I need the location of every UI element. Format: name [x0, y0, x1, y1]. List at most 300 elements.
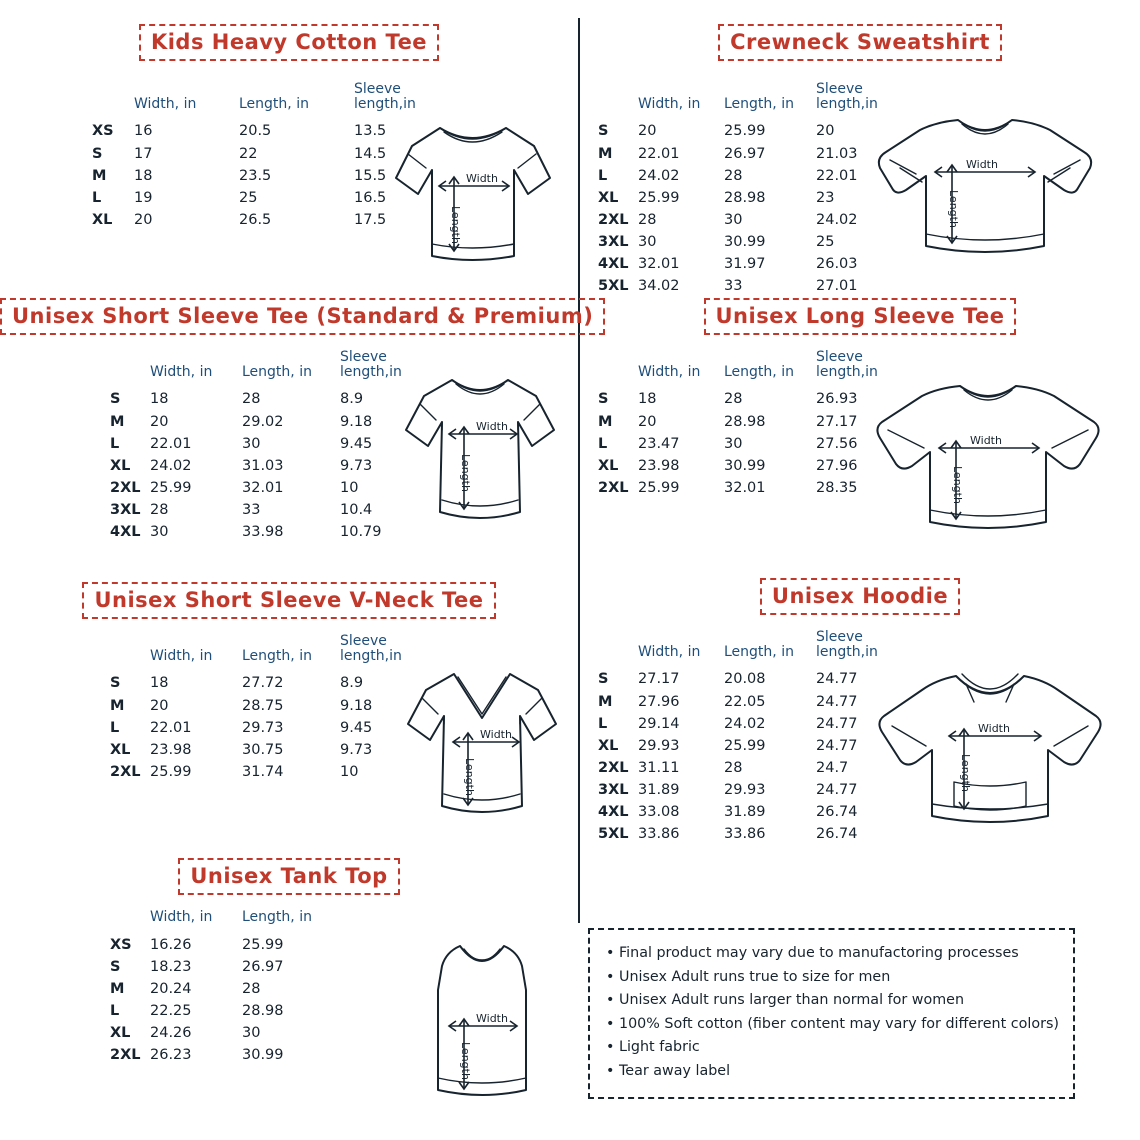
cell-length: 31.97	[724, 256, 766, 273]
cell-size: XL	[110, 457, 131, 474]
size-table-crewneck-sweatshirt	[598, 82, 904, 297]
cell-width: 20.24	[150, 980, 192, 997]
cell-length: 27.72	[242, 675, 284, 692]
cell-width: 18.23	[150, 958, 192, 975]
section-unisex-tank-top	[0, 858, 578, 1133]
cell-width: 34.02	[638, 278, 680, 295]
cell-size: XS	[110, 936, 132, 953]
col-width: Width, in	[134, 95, 197, 112]
cell-width: 19	[134, 189, 153, 206]
garment-illustration-kids-tee	[382, 106, 562, 286]
cell-size: M	[110, 980, 125, 997]
table-row	[598, 823, 904, 845]
cell-sleeve: 20	[816, 123, 835, 140]
cell-width: 17	[134, 145, 153, 162]
table-row	[598, 120, 904, 142]
col-size	[598, 350, 638, 388]
table-header-row	[110, 634, 435, 672]
col-sleeve-line2: length,in	[816, 363, 878, 380]
cell-sleeve: 9.73	[340, 457, 373, 474]
cell-size: M	[92, 167, 107, 184]
diagram-length-label: Length	[947, 190, 960, 228]
cell-sleeve: 13.5	[354, 123, 387, 140]
cell-length: 33.86	[724, 826, 766, 843]
cell-size: 2XL	[110, 763, 141, 780]
cell-length: 28	[242, 391, 261, 408]
cell-width: 22.01	[638, 145, 680, 162]
cell-sleeve: 24.77	[816, 737, 858, 754]
cell-sleeve: 28.35	[816, 479, 858, 496]
diagram-length-label: Length	[463, 758, 476, 796]
section-unisex-long-sleeve-tee	[580, 298, 1140, 568]
cell-size: XL	[110, 1025, 131, 1042]
cell-width: 16.26	[150, 936, 192, 953]
cell-length: 31.89	[724, 804, 766, 821]
table-row	[110, 761, 435, 783]
col-length: Length, in	[242, 363, 312, 380]
cell-sleeve: 15.5	[354, 167, 387, 184]
section-title: Unisex Tank Top	[178, 858, 399, 895]
cell-length: 25.99	[242, 936, 284, 953]
cell-width: 25.99	[638, 189, 680, 206]
col-sleeve-line1: Sleeve	[340, 633, 387, 649]
cell-length: 30	[724, 435, 743, 452]
table-row	[110, 1000, 340, 1022]
table-row	[598, 388, 904, 410]
col-sleeve-line1: Sleeve	[354, 81, 401, 97]
table-row	[598, 735, 904, 757]
table-body	[598, 120, 904, 297]
cell-size: S	[598, 391, 609, 408]
table-row	[598, 231, 904, 253]
cell-width: 32.01	[638, 256, 680, 273]
table-row	[598, 143, 904, 165]
col-sleeve-line1: Sleeve	[340, 349, 387, 365]
cell-width: 18	[150, 391, 169, 408]
col-width: Width, in	[638, 363, 701, 380]
cell-width: 26.23	[150, 1047, 192, 1064]
cell-size: XL	[110, 741, 131, 758]
section-kids-heavy-cotton-tee	[0, 24, 578, 292]
cell-width: 22.01	[150, 435, 192, 452]
table-row	[598, 477, 904, 499]
table-row	[598, 253, 904, 275]
cell-sleeve: 23	[816, 189, 835, 206]
diagram-width-label: Width	[970, 434, 1002, 447]
col-size	[598, 630, 638, 668]
cell-size: M	[598, 145, 613, 162]
cell-length: 22	[239, 145, 258, 162]
cell-width: 18	[150, 675, 169, 692]
section-title: Unisex Short Sleeve Tee (Standard & Premium)	[0, 298, 605, 335]
cell-sleeve: 14.5	[354, 145, 387, 162]
cell-width: 29.14	[638, 715, 680, 732]
table-row	[598, 433, 904, 455]
col-width: Width, in	[150, 909, 213, 925]
cell-width: 28	[150, 502, 169, 518]
col-length: Length, in	[724, 643, 794, 660]
col-sleeve-line1: Sleeve	[816, 629, 863, 645]
cell-size: 4XL	[598, 256, 629, 273]
cell-size: L	[110, 1003, 120, 1020]
section-title: Kids Heavy Cotton Tee	[139, 24, 439, 61]
cell-length: 28	[724, 167, 743, 184]
note-item: • Final product may vary due to manufactoring processes	[606, 945, 1019, 961]
cell-size: L	[92, 189, 102, 206]
cell-width: 22.25	[150, 1003, 192, 1020]
cell-width: 33.86	[638, 826, 680, 843]
section-crewneck-sweatshirt	[580, 24, 1140, 294]
cell-length: 31.03	[242, 457, 284, 474]
section-title: Crewneck Sweatshirt	[718, 24, 1002, 61]
cell-size: L	[110, 719, 120, 736]
cell-size: S	[110, 391, 121, 408]
cell-sleeve: 22.01	[816, 167, 858, 184]
cell-length: 28	[724, 759, 743, 776]
cell-size: 5XL	[598, 278, 629, 295]
table-header-row	[598, 350, 904, 388]
section-unisex-short-sleeve-tee	[0, 298, 594, 570]
diagram-width-label: Width	[476, 420, 508, 433]
cell-width: 20	[150, 697, 169, 714]
cell-length: 30.99	[724, 457, 766, 474]
cell-size: 4XL	[598, 804, 629, 821]
section-unisex-v-neck-tee	[0, 582, 578, 844]
cell-size: 2XL	[598, 479, 629, 496]
note-item: • Light fabric	[606, 1039, 700, 1056]
cell-sleeve: 26.03	[816, 256, 858, 273]
cell-width: 22.01	[150, 719, 192, 736]
cell-length: 30	[724, 211, 743, 228]
size-table-unisex-short-sleeve-tee	[110, 350, 435, 543]
cell-sleeve: 24.77	[816, 693, 858, 710]
col-width: Width, in	[638, 643, 701, 660]
cell-length: 33.98	[242, 524, 284, 541]
cell-width: 23.98	[150, 741, 192, 758]
col-length: Length, in	[242, 647, 312, 664]
cell-sleeve: 27.17	[816, 413, 858, 430]
note-item: • Unisex Adult runs larger than normal for women	[606, 992, 965, 1009]
cell-width: 27.17	[638, 671, 680, 688]
table-row	[110, 433, 435, 455]
cell-width: 24.02	[150, 457, 192, 474]
cell-size: M	[598, 413, 613, 430]
cell-sleeve: 10	[340, 763, 359, 780]
cell-length: 33	[242, 502, 261, 518]
cell-width: 25.99	[638, 479, 680, 496]
table-row	[598, 668, 904, 690]
table-body	[110, 388, 435, 543]
table-body	[598, 388, 904, 499]
cell-sleeve: 27.96	[816, 457, 858, 474]
table-row	[598, 165, 904, 187]
cell-sleeve: 9.45	[340, 719, 373, 736]
cell-width: 28	[638, 211, 657, 228]
table-row	[598, 187, 904, 209]
cell-size: 4XL	[110, 524, 141, 541]
table-row	[110, 956, 340, 978]
cell-width: 23.98	[638, 457, 680, 474]
cell-sleeve: 24.77	[816, 715, 858, 732]
diagram-length-label: Length	[951, 466, 964, 504]
cell-size: M	[110, 413, 125, 430]
cell-length: 30.75	[242, 741, 284, 758]
cell-length: 29.93	[724, 782, 766, 798]
cell-length: 28.98	[242, 1003, 284, 1020]
cell-size: XS	[92, 123, 114, 140]
cell-length: 30	[242, 1025, 261, 1042]
cell-length: 25.99	[724, 123, 766, 140]
cell-length: 29.73	[242, 719, 284, 736]
col-width: Width, in	[150, 647, 213, 664]
cell-sleeve: 10.79	[340, 524, 382, 541]
cell-width: 18	[638, 391, 657, 408]
cell-width: 31.11	[638, 759, 680, 776]
garment-illustration-v-neck-tee	[392, 654, 572, 844]
table-row	[110, 1044, 340, 1066]
col-length: Length, in	[242, 909, 312, 925]
note-item: • Tear away label	[606, 1062, 731, 1079]
col-sleeve-line2: length,in	[816, 643, 878, 660]
diagram-length-label: Length	[459, 1042, 472, 1080]
cell-size: L	[598, 715, 608, 732]
cell-length: 23.5	[239, 167, 272, 184]
cell-size: 2XL	[598, 211, 629, 228]
cell-sleeve: 8.9	[340, 675, 364, 692]
cell-width: 30	[150, 524, 169, 541]
cell-length: 28	[242, 980, 261, 997]
cell-size: XL	[598, 457, 619, 474]
col-sleeve-line2: length,in	[340, 363, 402, 380]
cell-sleeve: 9.73	[340, 741, 373, 758]
cell-size: XL	[598, 737, 619, 754]
cell-sleeve: 9.18	[340, 697, 373, 714]
cell-size: S	[110, 958, 121, 975]
cell-length: 20.5	[239, 123, 272, 140]
cell-sleeve: 10	[340, 479, 359, 496]
cell-size: 2XL	[110, 1047, 141, 1064]
cell-size: 3XL	[598, 234, 629, 250]
table-row	[110, 521, 435, 543]
cell-width: 23.47	[638, 435, 680, 452]
garment-illustration-crewneck-sweatshirt	[870, 96, 1100, 276]
notes-box	[588, 928, 1075, 1099]
cell-sleeve: 27.01	[816, 278, 858, 295]
cell-sleeve: 25	[816, 234, 835, 250]
cell-width: 24.26	[150, 1025, 192, 1042]
cell-sleeve: 27.56	[816, 435, 858, 452]
col-size	[110, 910, 150, 934]
cell-width: 20	[638, 413, 657, 430]
cell-sleeve: 26.93	[816, 391, 858, 408]
cell-width: 27.96	[638, 693, 680, 710]
cell-size: 5XL	[598, 826, 629, 843]
cell-length: 33	[724, 278, 743, 295]
diagram-width-label: Width	[466, 172, 498, 185]
table-header-row	[110, 350, 435, 388]
cell-size: 2XL	[598, 759, 629, 776]
cell-length: 30.99	[242, 1047, 284, 1064]
cell-width: 25.99	[150, 479, 192, 496]
size-table-unisex-tank-top	[110, 910, 340, 1066]
table-row	[110, 388, 435, 410]
table-row	[110, 455, 435, 477]
cell-sleeve: 16.5	[354, 189, 387, 206]
diagram-length-label: Length	[459, 454, 472, 492]
section-title: Unisex Long Sleeve Tee	[704, 298, 1017, 335]
section-title: Unisex Hoodie	[760, 578, 960, 615]
cell-size: XL	[598, 189, 619, 206]
table-row	[110, 411, 435, 433]
cell-length: 31.74	[242, 763, 284, 780]
diagram-width-label: Width	[978, 722, 1010, 735]
table-row	[110, 695, 435, 717]
size-table-unisex-hoodie	[598, 630, 904, 845]
cell-sleeve: 24.02	[816, 211, 858, 228]
cell-size: M	[598, 693, 613, 710]
table-row	[110, 739, 435, 761]
col-width: Width, in	[638, 95, 701, 112]
cell-sleeve: 8.9	[340, 391, 364, 408]
section-unisex-hoodie	[580, 578, 1140, 868]
cell-length: 32.01	[242, 479, 284, 496]
cell-size: S	[110, 675, 121, 692]
table-row	[598, 411, 904, 433]
col-sleeve-line1: Sleeve	[816, 349, 863, 365]
table-row	[598, 801, 904, 823]
table-row	[110, 672, 435, 694]
section-title: Unisex Short Sleeve V-Neck Tee	[82, 582, 495, 619]
table-row	[598, 209, 904, 231]
col-width: Width, in	[150, 363, 213, 380]
cell-size: L	[598, 435, 608, 452]
cell-sleeve: 24.77	[816, 671, 858, 688]
table-body	[110, 934, 340, 1067]
cell-size: XL	[92, 211, 113, 228]
cell-width: 16	[134, 123, 153, 140]
diagram-length-label: Length	[959, 754, 972, 792]
diagram-width-label: Width	[476, 1012, 508, 1025]
table-body	[598, 668, 904, 845]
col-sleeve-line2: length,in	[340, 647, 402, 664]
table-row	[598, 455, 904, 477]
table-row	[110, 499, 435, 521]
table-row	[110, 934, 340, 956]
col-sleeve-line2: length,in	[354, 95, 416, 112]
cell-length: 28.98	[724, 413, 766, 430]
cell-length: 30	[242, 435, 261, 452]
garment-illustration-long-sleeve-tee	[868, 364, 1108, 554]
cell-length: 24.02	[724, 715, 766, 732]
table-row	[110, 1022, 340, 1044]
cell-sleeve: 26.74	[816, 826, 858, 843]
cell-length: 25.99	[724, 737, 766, 754]
cell-sleeve: 26.74	[816, 804, 858, 821]
table-body	[110, 672, 435, 783]
cell-length: 20.08	[724, 671, 766, 688]
cell-width: 25.99	[150, 763, 192, 780]
col-size	[92, 82, 134, 120]
cell-length: 25	[239, 189, 258, 206]
cell-size: 3XL	[598, 782, 629, 798]
table-header-row	[598, 82, 904, 120]
col-size	[598, 82, 638, 120]
table-row	[110, 477, 435, 499]
col-length: Length, in	[239, 95, 309, 112]
garment-illustration-tank-top	[398, 930, 568, 1120]
table-row	[598, 757, 904, 779]
col-sleeve-line1: Sleeve	[816, 81, 863, 97]
cell-size: M	[110, 697, 125, 714]
cell-length: 29.02	[242, 413, 284, 430]
cell-length: 32.01	[724, 479, 766, 496]
table-header-row	[598, 630, 904, 668]
diagram-width-label: Width	[480, 728, 512, 741]
diagram-width-label: Width	[966, 158, 998, 171]
cell-width: 30	[638, 234, 657, 250]
col-size	[110, 350, 150, 388]
table-row	[598, 275, 904, 297]
cell-length: 26.97	[242, 958, 284, 975]
note-item: • 100% Soft cotton (fiber content may vary for different colors)	[606, 1015, 1059, 1032]
table-header-row	[110, 910, 340, 934]
cell-width: 33.08	[638, 804, 680, 821]
cell-size: 3XL	[110, 502, 141, 518]
cell-sleeve: 21.03	[816, 145, 858, 162]
col-size	[110, 634, 150, 672]
table-row	[110, 978, 340, 1000]
cell-size: S	[92, 145, 103, 162]
cell-length: 26.97	[724, 145, 766, 162]
cell-length: 28.98	[724, 189, 766, 206]
cell-size: S	[598, 671, 609, 688]
diagram-length-label: Length	[449, 206, 462, 244]
table-row	[598, 713, 904, 735]
garment-illustration-hoodie	[870, 656, 1110, 846]
size-table-unisex-long-sleeve-tee	[598, 350, 904, 499]
cell-length: 26.5	[239, 211, 272, 228]
note-item: • Unisex Adult runs true to size for men	[606, 968, 891, 985]
cell-width: 20	[150, 413, 169, 430]
garment-illustration-short-sleeve-tee	[390, 360, 570, 550]
col-length: Length, in	[724, 363, 794, 380]
cell-width: 29.93	[638, 737, 680, 754]
col-sleeve-line2: length,in	[816, 95, 878, 112]
size-table-unisex-v-neck-tee	[110, 634, 435, 783]
cell-width: 20	[638, 123, 657, 140]
cell-sleeve: 9.18	[340, 413, 373, 430]
table-row	[110, 717, 435, 739]
cell-length: 22.05	[724, 693, 766, 710]
cell-sleeve: 24.77	[816, 782, 858, 798]
cell-size: L	[598, 167, 608, 184]
cell-size: L	[110, 435, 120, 452]
cell-size: 2XL	[110, 479, 141, 496]
cell-width: 24.02	[638, 167, 680, 184]
cell-size: S	[598, 123, 609, 140]
cell-width: 31.89	[638, 782, 680, 798]
cell-length: 28	[724, 391, 743, 408]
cell-sleeve: 10.4	[340, 502, 373, 518]
cell-width: 20	[134, 211, 153, 228]
cell-sleeve: 24.7	[816, 759, 849, 776]
cell-length: 28.75	[242, 697, 284, 714]
cell-sleeve: 9.45	[340, 435, 373, 452]
cell-width: 18	[134, 167, 153, 184]
cell-length: 30.99	[724, 234, 766, 250]
cell-sleeve: 17.5	[354, 211, 387, 228]
table-row	[598, 691, 904, 713]
